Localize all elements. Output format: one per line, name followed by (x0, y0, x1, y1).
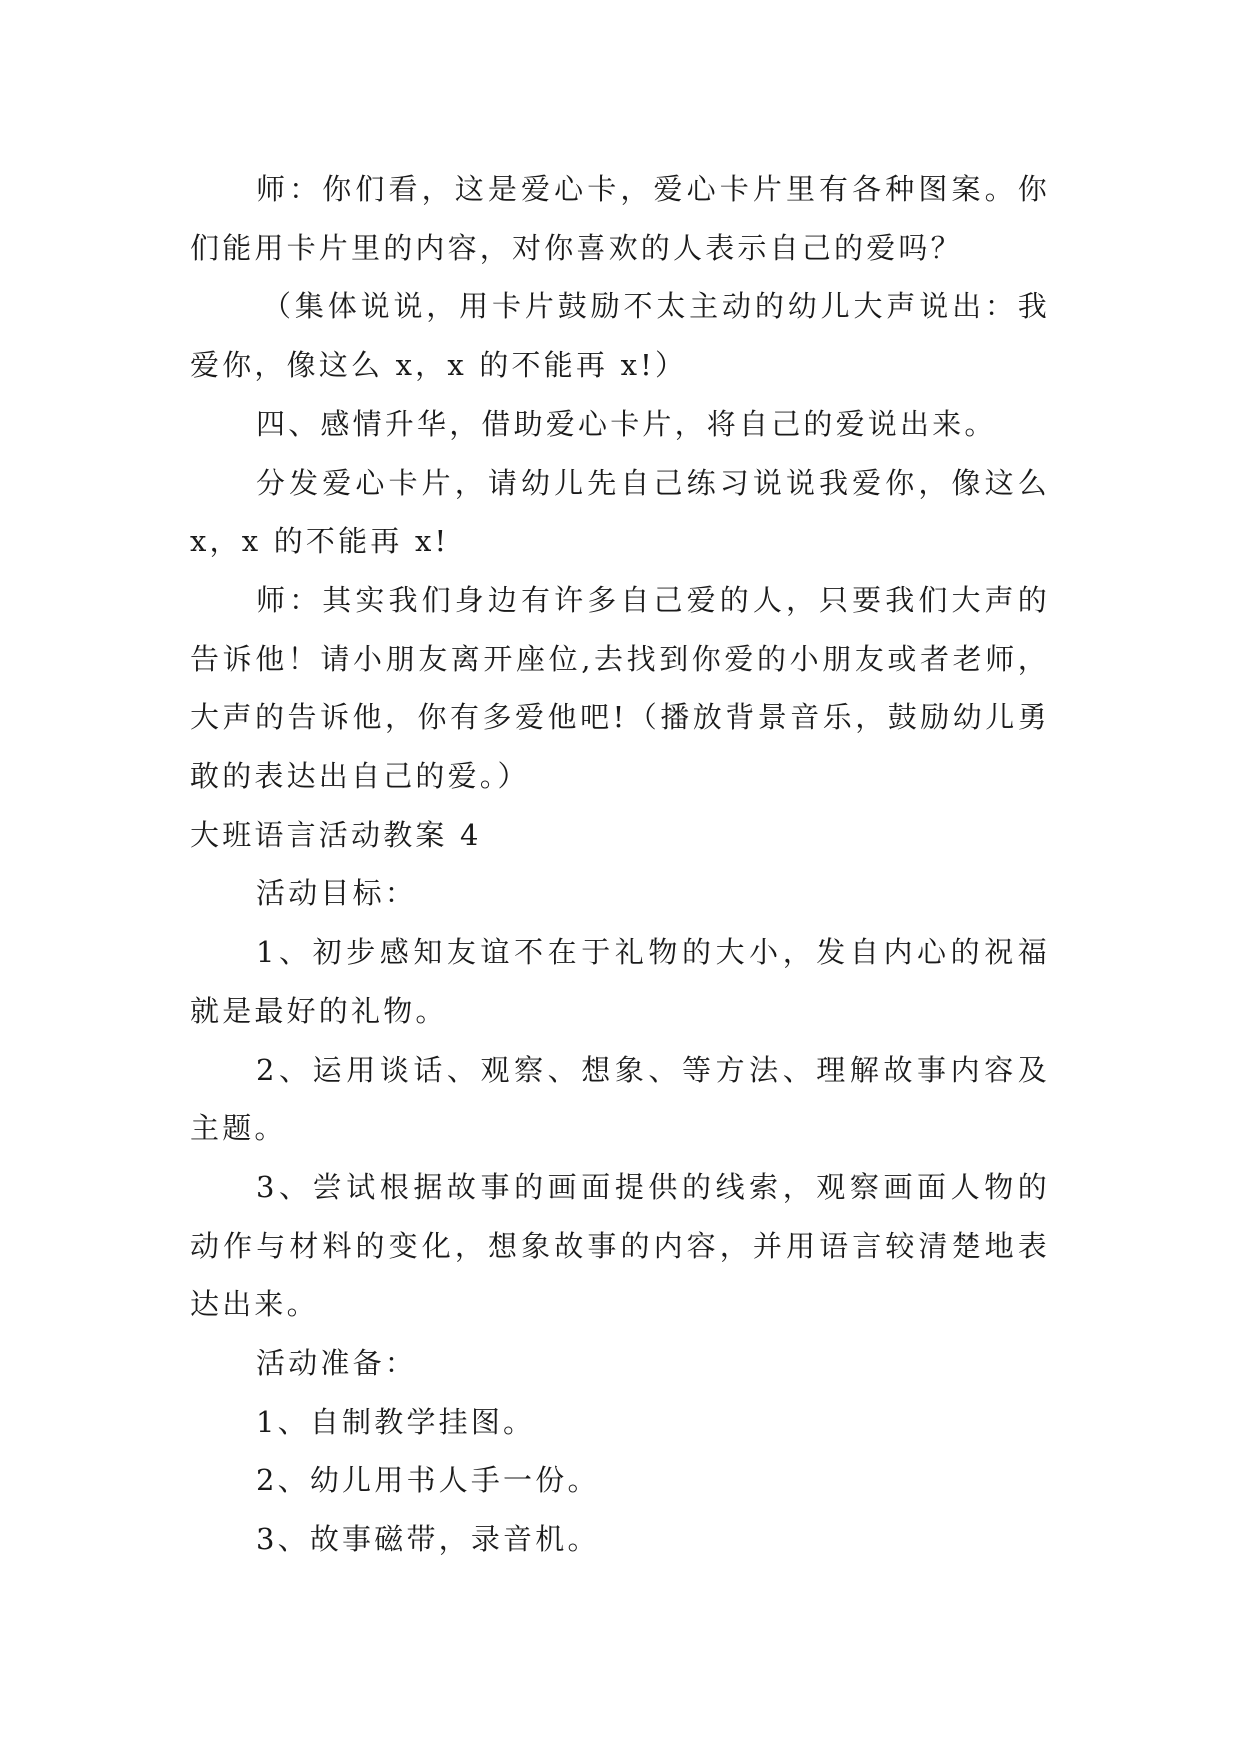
prep-item-2: 2、幼儿用书人手一份。 (256, 1463, 600, 1498)
goal-item-2: 2、运用谈话、观察、想象、等方法、理解故事内容及主题。 (190, 1052, 1050, 1146)
prep-item-1: 1、自制教学挂图。 (256, 1404, 536, 1439)
section-title: 大班语言活动教案 4 (190, 817, 482, 852)
goals-heading: 活动目标： (256, 876, 418, 911)
prep-item-3: 3、故事磁带，录音机。 (256, 1522, 600, 1557)
prep-heading: 活动准备： (256, 1346, 418, 1381)
document-body (190, 160, 1050, 1569)
activity-note-paragraph: （集体说说，用卡片鼓励不太主动的幼儿大声说出：我爱你，像这么 x，x 的不能再 x!） (190, 289, 1050, 383)
dialogue-paragraph-2: 师：其实我们身边有许多自己爱的人，只要我们大声的告诉他！请小朋友离开座位,去找到你爱的小朋友或者老师，大声的告诉他，你有多爱他吧!（播放背景音乐，鼓励幼儿勇敢的表达出自己的爱。） (190, 582, 1050, 794)
goal-item-1: 1、初步感知友谊不在于礼物的大小，发自内心的祝福就是最好的礼物。 (190, 935, 1050, 1028)
step-heading-paragraph: 四、感情升华，借助爱心卡片，将自己的爱说出来。 (256, 406, 997, 441)
instruction-paragraph: 分发爱心卡片，请幼儿先自己练习说说我爱你，像这么 x，x 的不能再 x! (190, 465, 1050, 559)
dialogue-paragraph: 师：你们看，这是爱心卡，爱心卡片里有各种图案。你们能用卡片里的内容，对你喜欢的人表示自己的爱吗？ (190, 172, 1050, 265)
goal-item-3: 3、尝试根据故事的画面提供的线索，观察画面人物的动作与材料的变化，想象故事的内容，并用语言较清楚地表达出来。 (190, 1169, 1050, 1322)
